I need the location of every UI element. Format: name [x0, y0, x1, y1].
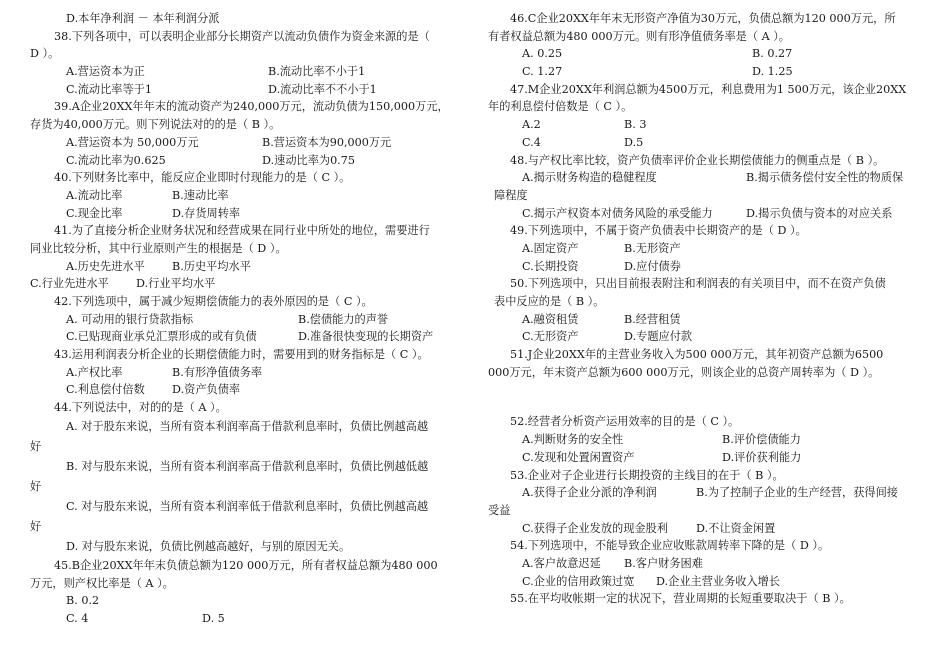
text-line	[30, 116, 455, 134]
option-text: A. 对于股东来说，当所有资本利润率高于借款利息率时，负债比例越高越	[66, 419, 429, 433]
option-c: C.流动比率等于1	[66, 82, 152, 96]
option-d	[30, 537, 455, 557]
option-a: A.客户故意迟延	[522, 556, 601, 570]
question-55	[488, 590, 916, 608]
option-c: C.现金比率	[66, 206, 123, 220]
option-row	[488, 555, 916, 573]
option-row	[488, 258, 916, 276]
question-48	[488, 152, 916, 170]
question-44	[30, 399, 455, 417]
question-text: 51.J企业20XX年的主营业务收入为500 000万元，其年初资产总额为6500	[510, 348, 884, 362]
option-row	[30, 187, 455, 205]
option-b: B.历史平均水平	[172, 259, 251, 273]
option-a: A.产权比率	[66, 365, 123, 379]
option-d: D.应付债券	[624, 259, 681, 273]
option-d: D.不让资金闲置	[696, 521, 776, 535]
option-c: C.利息偿付倍数	[66, 383, 145, 397]
option-d: D. 1.25	[752, 65, 793, 79]
option-row	[488, 520, 916, 538]
option-c: C.长期投资	[522, 259, 579, 273]
text-line	[488, 364, 916, 382]
option-text: 受益	[488, 503, 511, 517]
question-52	[488, 413, 916, 431]
question-51	[488, 346, 916, 364]
question-text: 同业比较分析，其中行业原则产生的根据是（ D ）。	[30, 241, 287, 255]
option-a: A.2	[522, 118, 541, 132]
option-text: 好	[30, 479, 42, 493]
question-text: 55.在平均收帐期一定的状况下，营业周期的长短重要取决于（ B ）。	[510, 592, 851, 606]
question-text: 46.C企业20XX年年末无形资产净值为30万元，负债总额为120 000万元，所	[510, 12, 896, 25]
option-b: B.无形资产	[624, 241, 681, 255]
question-text: 42.下列选项中，属于减少短期偿债能力的表外原因的是（ C ）。	[54, 295, 373, 308]
option-row	[30, 134, 455, 152]
right-column	[488, 10, 916, 608]
text-line	[488, 98, 916, 116]
option-b: B.偿债能力的声誉	[298, 312, 389, 326]
text-line	[488, 28, 916, 46]
option-text: 好	[30, 519, 42, 533]
option-b: B.流动比率不小于1	[268, 65, 366, 79]
option-d: D.企业主营业务收入增长	[656, 574, 781, 588]
option-row	[30, 205, 455, 223]
option-b: B.营运资本为90,000万元	[262, 135, 392, 149]
option-d: D.流动比率不不小于1	[268, 82, 377, 96]
question-text: 49.下列选项中，不属于资产负债表中长期资产的是（ D ）。	[510, 224, 807, 238]
option-row	[30, 258, 455, 276]
option-row	[488, 484, 916, 502]
option-c: C.获得子企业发放的现金股利	[522, 521, 668, 535]
question-46	[488, 10, 916, 28]
question-text: 52.经营者分析资产运用效率的目的是（ C ）。	[510, 415, 740, 429]
option-d: D.本年净利润 － 本年利润分派	[66, 12, 220, 25]
option-b	[30, 457, 455, 477]
option-b: B.经营租赁	[624, 312, 681, 326]
option-c: C.发现和处置闲置资产	[522, 450, 635, 464]
option-a: A. 0.25	[522, 47, 563, 61]
option-row	[30, 364, 455, 382]
option-b: B. 0.27	[752, 47, 793, 61]
question-text: 40.下列财务比率中，能反应企业即时付现能力的是（ C ）。	[54, 171, 351, 185]
option-b: B.评价偿债能力	[722, 433, 801, 447]
question-text: 存货为40,000万元。则下列说法对的的是（ B ）。	[30, 118, 281, 132]
option-d: D.准备很快变现的长期资产	[298, 330, 434, 344]
question-text: 44.下列说法中，对的的是（ A ）。	[54, 401, 227, 415]
option-b: B.为了控制子企业的生产经营，获得间接	[696, 486, 898, 500]
question-text: 43.运用利润表分析企业的长期偿债能力时，需要用到的财务指标是（ C ）。	[54, 348, 429, 362]
question-38	[30, 28, 455, 46]
text-line	[30, 45, 455, 63]
option-b: B. 3	[624, 118, 647, 132]
option-c: C.已贴现商业承兑汇票形成的或有负债	[66, 330, 257, 344]
option-row	[488, 134, 916, 152]
option-c: C.流动比率为0.625	[66, 153, 166, 167]
left-column	[30, 10, 455, 628]
option-a	[30, 417, 455, 437]
question-text: 000万元，年末资产总额为600 000万元，则该企业的总资产周转率为（ D ）。	[488, 365, 880, 379]
question-text: 47.M企业20XX年利润总额为4500万元，利息费用为1 500万元，该企业20XX	[510, 82, 907, 96]
question-40	[30, 169, 455, 187]
question-text: 53.企业对子企业进行长期投资的主线目的在于（ B ）。	[510, 468, 784, 482]
question-text: 表中反应的是（ B ）。	[494, 295, 605, 308]
option-row	[30, 63, 455, 81]
option-row	[488, 63, 916, 81]
question-text: 39.A企业20XX年年末的流动资产为240,000万元，流动负债为150,000万元，	[54, 100, 449, 114]
question-43	[30, 346, 455, 364]
option-d: D. 5	[202, 611, 225, 625]
option-text: C. 对与股东来说，当所有资本利润率低于借款利息率时，负债比例越高越	[66, 499, 429, 513]
option-row	[488, 169, 916, 187]
option-c: C.无形资产	[522, 330, 579, 344]
answer-text: D ）。	[30, 47, 60, 61]
option-a: A.营运资本为 50,000万元	[66, 135, 199, 149]
option-c: C.4	[522, 135, 541, 149]
option-row	[30, 152, 455, 170]
option-row	[488, 240, 916, 258]
option-d: D.评价获利能力	[722, 450, 802, 464]
option-row	[488, 449, 916, 467]
question-47	[488, 81, 916, 99]
text-line	[30, 575, 455, 593]
option-row	[30, 592, 455, 610]
option-a: A.融资租赁	[522, 312, 579, 326]
option-a: A.固定资产	[522, 241, 579, 255]
option-d: D.行业平均水平	[136, 277, 216, 291]
option-a: A.流动比率	[66, 188, 123, 202]
question-text: 年的利息偿付倍数是（ C ）。	[488, 100, 633, 114]
question-45	[30, 557, 455, 575]
blank-space	[488, 381, 916, 413]
option-text: B. 对与股东来说，当所有资本利润率高于借款利息率时，负债比例越低越	[66, 459, 429, 473]
option-a: A.营运资本为正	[66, 65, 145, 79]
option-c	[30, 497, 455, 517]
question-54	[488, 537, 916, 555]
question-53	[488, 467, 916, 485]
option-row	[488, 45, 916, 63]
question-text: 54.下列选项中，不能导致企业应收账款周转率下降的是（ D ）。	[510, 539, 830, 553]
option-row	[30, 328, 455, 346]
option-row	[488, 311, 916, 329]
question-39	[30, 98, 455, 116]
option-row	[488, 116, 916, 134]
option-row	[488, 205, 916, 223]
option-row	[488, 431, 916, 449]
question-50	[488, 275, 916, 293]
question-49	[488, 222, 916, 240]
text-line	[30, 477, 455, 497]
option-text: 好	[30, 439, 42, 453]
text-line	[30, 240, 455, 258]
question-text: 50.下列选项中，只出目前报表附注和利润表的有关项目中，而不在资产负债	[510, 277, 886, 291]
option-b: B.客户财务困难	[624, 556, 703, 570]
question-text: 38.下列各项中，可以表明企业部分长期资产以流动负债作为资金来源的是（	[54, 29, 430, 43]
option-a: A.历史先进水平	[66, 259, 145, 273]
option-a: A. 可动用的银行贷款指标	[66, 312, 194, 326]
option-row	[488, 573, 916, 591]
option-d: D.速动比率为0.75	[262, 153, 355, 167]
option-row	[30, 311, 455, 329]
option-row	[30, 610, 455, 628]
option-row	[488, 328, 916, 346]
option-row	[30, 381, 455, 399]
option-d: D.揭示负债与资本的对应关系	[746, 206, 893, 220]
option-a: A.获得子企业分派的净利润	[522, 486, 657, 500]
option-row	[30, 81, 455, 99]
question-text: 万元，则产权比率是（ A ）。	[30, 576, 174, 590]
question-text: 48.与产权比率比较，资产负债率评价企业长期偿债能力的侧重点是（ B ）。	[510, 153, 885, 167]
option-c: C.企业的信用政策过宽	[522, 574, 635, 588]
question-text: 有者权益总额为480 000万元。则有形净值债务率是（ A ）。	[488, 29, 790, 43]
question-text: 45.B企业20XX年年末负债总额为120 000万元，所有者权益总额为480 000	[54, 558, 438, 572]
option-b: B.有形净值债务率	[172, 365, 263, 379]
text-line	[30, 437, 455, 457]
text-line	[30, 517, 455, 537]
option-d: D.资产负债率	[172, 383, 241, 397]
option-c: C. 1.27	[522, 65, 563, 79]
option-a: A.判断财务的安全性	[522, 433, 624, 447]
option-d: D.5	[624, 135, 644, 149]
question-text: 41.为了直接分析企业财务状况和经营成果在同行业中所处的地位，需要进行	[54, 224, 430, 238]
option-d: D.专题应付款	[624, 330, 693, 344]
option-text: 障程度	[494, 188, 528, 202]
option-c: C.行业先进水平	[30, 277, 109, 291]
option-row	[30, 275, 455, 293]
option-c: C. 4	[66, 611, 89, 625]
option-c: C.揭示产权资本对债务风险的承受能力	[522, 206, 713, 220]
text-line	[30, 10, 455, 28]
option-text: D. 对与股东来说，负债比例越高越好，与别的原因无关。	[66, 539, 351, 553]
option-b: B.速动比率	[172, 188, 229, 202]
option-d: D.存货周转率	[172, 206, 241, 220]
option-b: B.揭示债务偿付安全性的物质保	[746, 171, 904, 185]
text-line	[488, 502, 916, 520]
option-b: B. 0.2	[66, 594, 100, 608]
question-41	[30, 222, 455, 240]
text-line	[488, 293, 916, 311]
question-42	[30, 293, 455, 311]
text-line	[488, 187, 916, 205]
option-a: A.揭示财务构造的稳健程度	[522, 171, 657, 185]
